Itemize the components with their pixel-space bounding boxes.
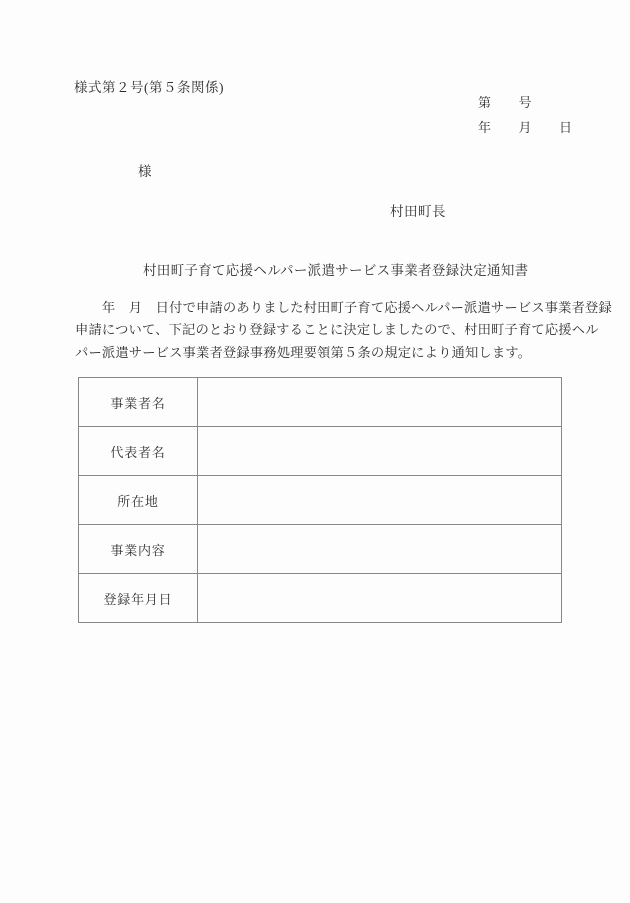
table-row <box>79 476 562 525</box>
table-row-value[interactable] <box>198 427 562 476</box>
body-line: 年 月 日付で申請のありました村田町子育て応援ヘルパー派遣サービス事業者登録 <box>75 300 612 315</box>
document-title: 村田町子育て応援ヘルパー派遣サービス事業者登録決定通知書 <box>143 263 529 278</box>
table-row-value[interactable] <box>198 476 562 525</box>
issuer-name: 村田町長 <box>390 204 446 219</box>
table-row <box>79 378 562 427</box>
table-row-label: 事業内容 <box>79 525 198 574</box>
registration-info-table <box>78 377 562 623</box>
form-number: 様式第２号(第５条関係) <box>74 80 224 95</box>
body-paragraph <box>75 297 612 364</box>
document-date-field: 年 月 日 <box>478 120 573 135</box>
table-row-label: 所在地 <box>79 476 198 525</box>
table-row-label: 事業者名 <box>79 378 198 427</box>
body-line: パー派遣サービス事業者登録事務処理要領第５条の規定により通知します。 <box>75 344 532 360</box>
addressee-honorific: 様 <box>138 164 152 179</box>
body-line: 申請について、下記のとおり登録することに決定しましたので、村田町子育て応援ヘル <box>75 322 599 338</box>
table-row-value[interactable] <box>198 378 562 427</box>
table-row-value[interactable] <box>198 525 562 574</box>
table-row-label: 登録年月日 <box>79 574 198 623</box>
table-row <box>79 427 562 476</box>
table-row <box>79 525 562 574</box>
table-row <box>79 574 562 623</box>
table-row-value[interactable] <box>198 574 562 623</box>
document-number-field: 第 号 <box>478 95 533 110</box>
table-row-label: 代表者名 <box>79 427 198 476</box>
